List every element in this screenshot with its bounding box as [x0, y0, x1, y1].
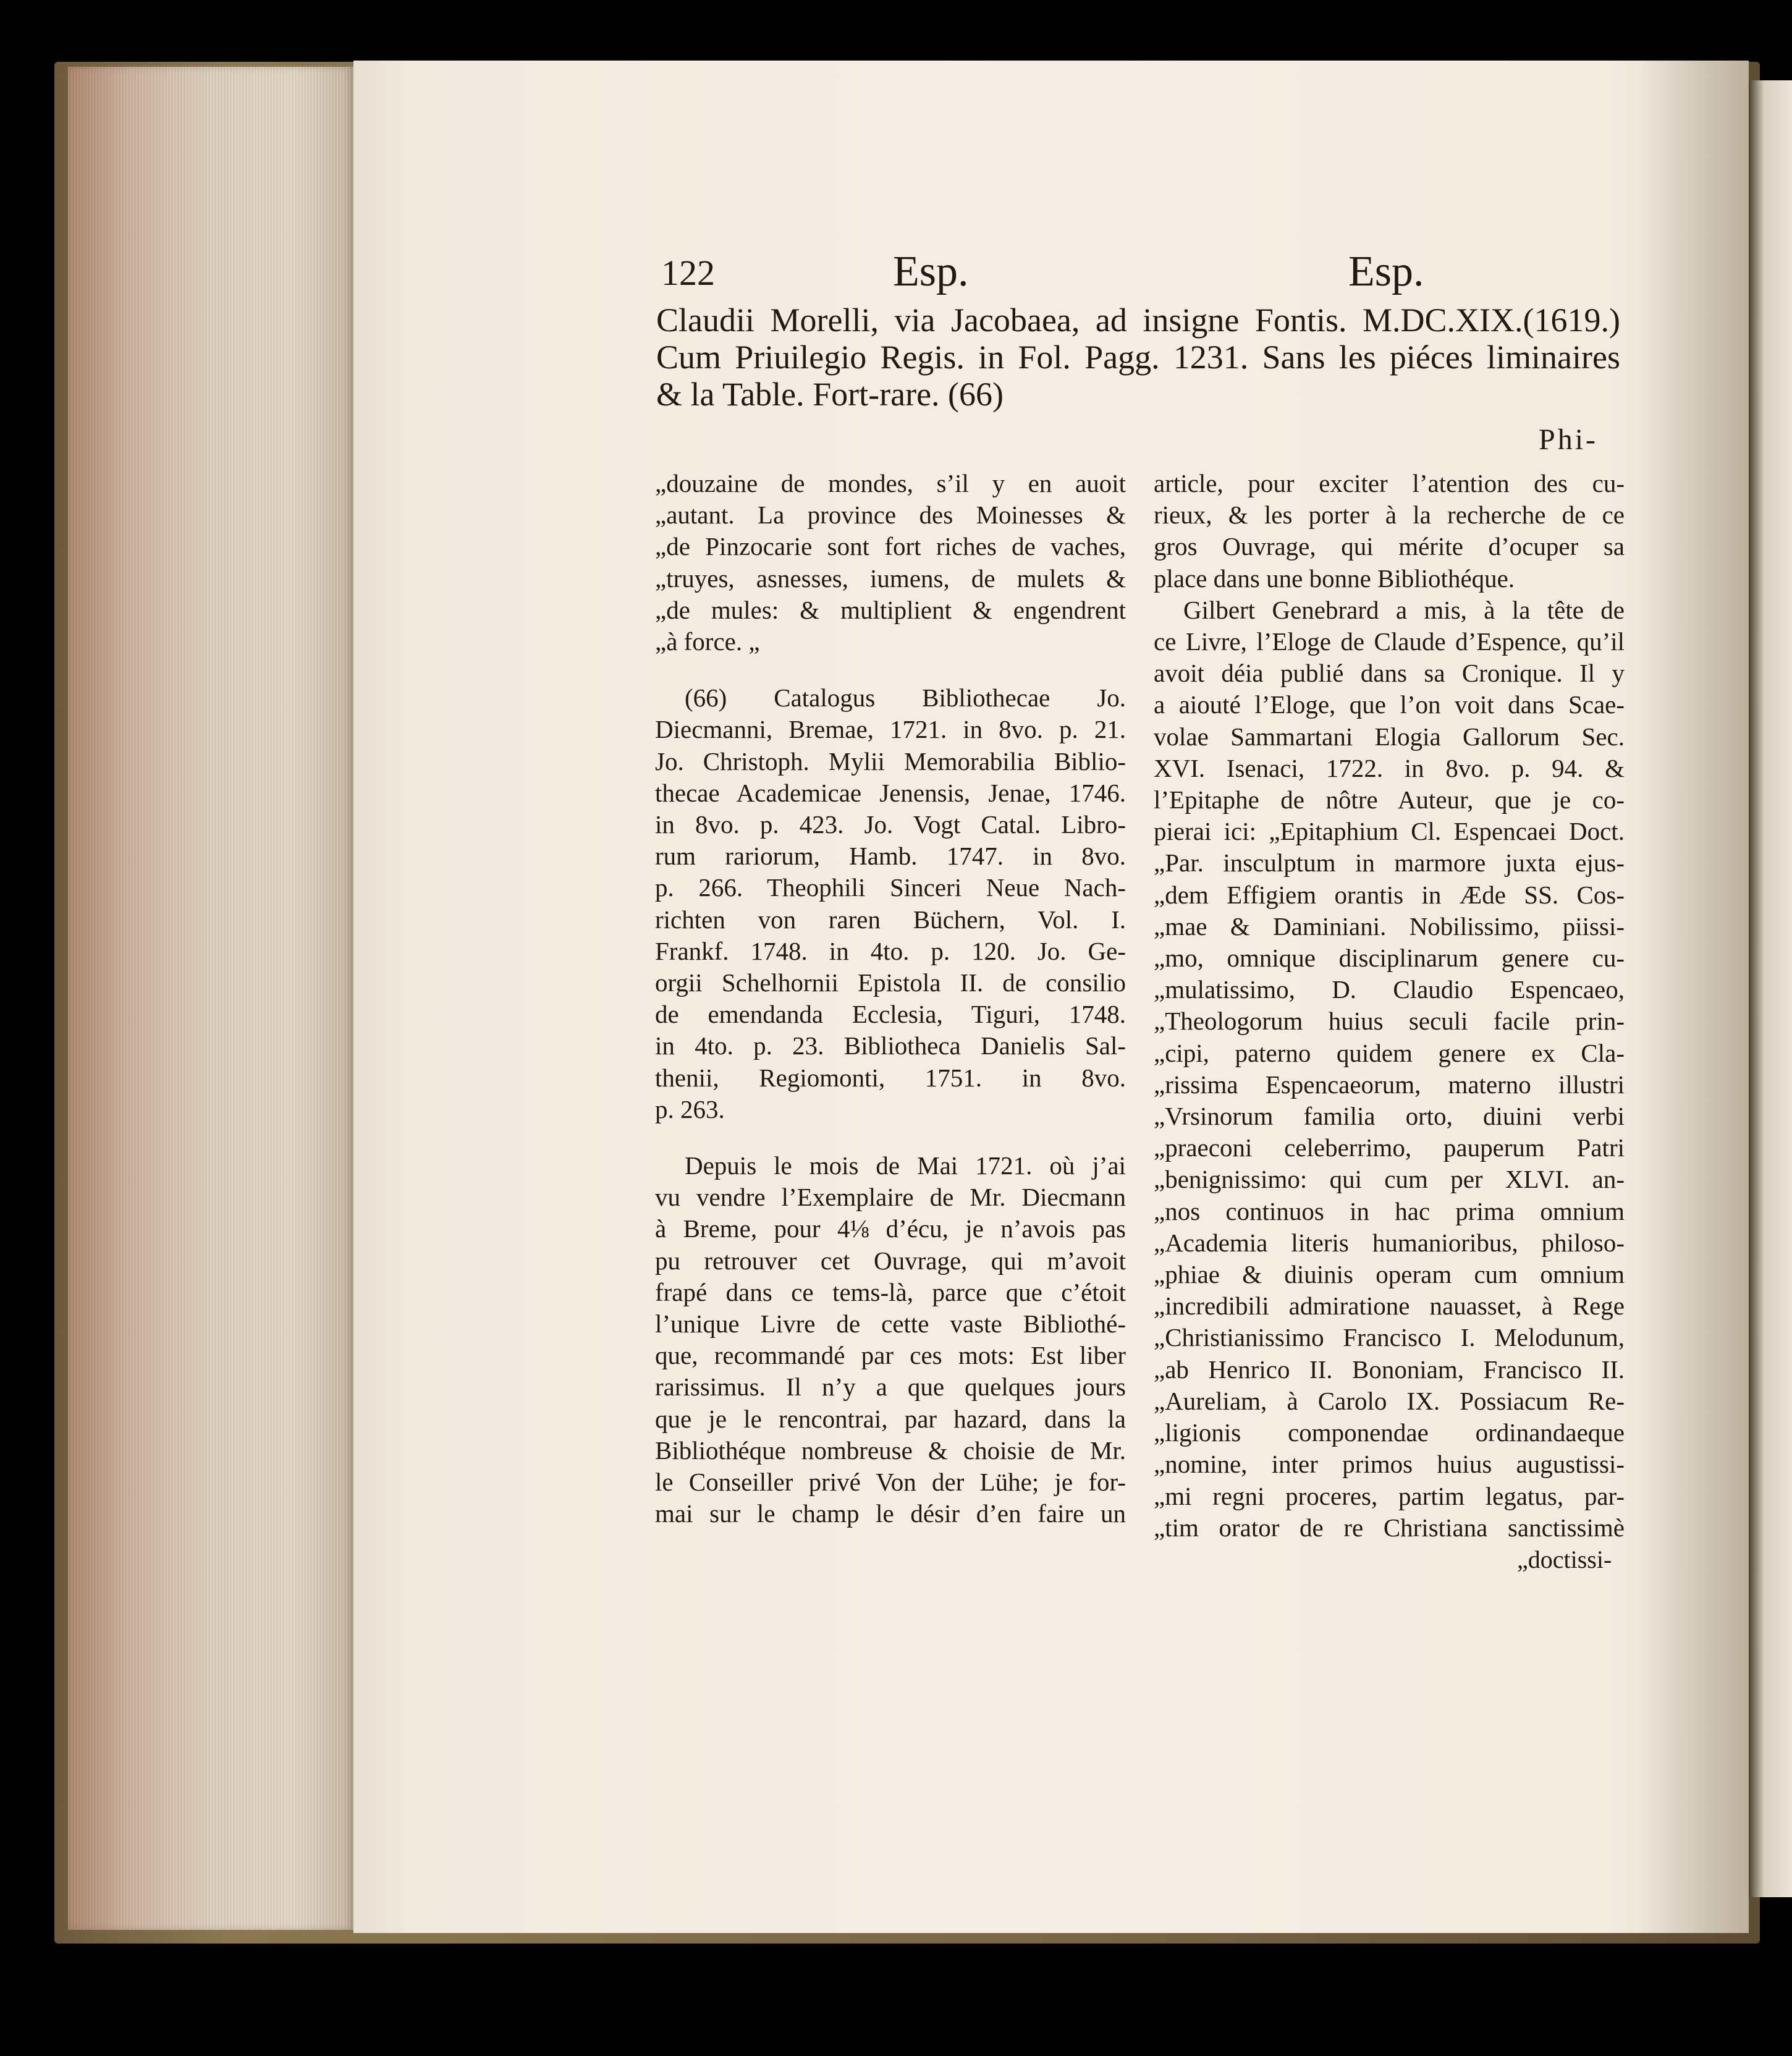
- text-line: „ab Henrico II. Bononiam, Francisco II.: [1154, 1355, 1625, 1384]
- text-line: Jo. Christoph. Mylii Memorabilia Biblio-: [655, 747, 1126, 776]
- running-head-left: Esp.: [893, 248, 969, 295]
- text-line: „benignissimo: qui cum per XLVI. an-: [1154, 1165, 1625, 1194]
- page-number: 122: [661, 253, 715, 293]
- text-line: rum rariorum, Hamb. 1747. in 8vo.: [655, 842, 1126, 871]
- text-line: thecae Academicae Jenensis, Jenae, 1746.: [655, 778, 1126, 807]
- text-line: mai sur le champ le désir d’en faire un: [655, 1499, 1126, 1528]
- text-line: (66) Catalogus Bibliothecae Jo.: [685, 683, 1126, 713]
- text-line: „de mules: & multiplient & engendrent: [655, 595, 1126, 624]
- text-line: „Aureliam, à Carolo IX. Possiacum Re-: [1154, 1386, 1625, 1415]
- text-line: „rissima Espencaeorum, materno illustri: [1154, 1070, 1625, 1099]
- text-line: l’unique Livre de cette vaste Bibliothé-: [655, 1309, 1126, 1339]
- text-line: in 4to. p. 23. Bibliotheca Danielis Sal-: [655, 1031, 1126, 1060]
- text-line: in 8vo. p. 423. Jo. Vogt Catal. Libro-: [655, 810, 1126, 839]
- text-line: p. 266. Theophili Sinceri Neue Nach-: [655, 873, 1126, 902]
- catchword-bottom: „doctissi-: [1517, 1546, 1612, 1573]
- text-line: p. 263.: [655, 1094, 725, 1123]
- text-line: rarissimus. Il n’y a que quelques jours: [655, 1373, 1126, 1402]
- text-line: „praeconi celeberrimo, pauperum Patri: [1154, 1133, 1625, 1162]
- text-line: Gilbert Genebrard a mis, à la tête de: [1183, 595, 1625, 624]
- text-line: „de Pinzocarie sont fort riches de vaches,: [655, 532, 1126, 561]
- text-line: „à force. „: [655, 627, 760, 656]
- text-line: „Par. insculptum in marmore juxta ejus-: [1154, 848, 1625, 878]
- text-line: „tim orator de re Christiana sanctissimè: [1154, 1513, 1625, 1542]
- text-line: „mo, omnique disciplinarum genere cu-: [1154, 944, 1625, 973]
- text-line: „douzaine de mondes, s’il y en auoit: [655, 469, 1126, 497]
- text-line: „mulatissimo, D. Claudio Espencaeo,: [1154, 975, 1625, 1004]
- text-line: orgii Schelhornii Epistola II. de consilio: [655, 968, 1126, 997]
- text-line: gros Ouvrage, qui mérite d’ocuper sa: [1154, 532, 1625, 561]
- text-line: que, recommandé par ces mots: Est liber: [655, 1341, 1126, 1370]
- text-line: „ligionis componendae ordinandaeque: [1154, 1418, 1625, 1447]
- text-line: a aiouté l’Eloge, que l’on voit dans Scae-: [1154, 690, 1625, 719]
- text-line: article, pour exciter l’atention des cu-: [1154, 469, 1625, 497]
- text-line: „nomine, inter primos huius augustissi-: [1154, 1450, 1625, 1479]
- text-line: „mi regni proceres, partim legatus, par-: [1154, 1481, 1625, 1510]
- text-line: Depuis le mois de Mai 1721. où j’ai: [685, 1151, 1126, 1180]
- top-line: & la Table. Fort-rare. (66): [656, 376, 1004, 413]
- text-line: „cipi, paterno quidem genere ex Cla-: [1154, 1038, 1625, 1067]
- text-line: pu retrouver cet Ouvrage, qui m’avoit: [655, 1246, 1126, 1275]
- running-head-right: Esp.: [1348, 248, 1424, 295]
- text-line: „dem Effigiem orantis in Æde SS. Cos-: [1154, 880, 1625, 909]
- paragraph-gap: [655, 658, 1126, 682]
- text-line: avoit déia publié dans sa Cronique. Il y: [1154, 659, 1625, 688]
- top-line: Claudii Morelli, via Jacobaea, ad insigne Fontis. M.DC.XIX.(1619.): [656, 302, 1620, 339]
- column-gutter: [1140, 470, 1141, 1557]
- left-column: [655, 468, 1126, 1530]
- facing-page-edge: [1749, 80, 1792, 1897]
- text-line: vu vendre l’Exemplaire de Mr. Diecmann: [655, 1183, 1126, 1212]
- text-line: le Conseiller privé Von der Lühe; je for-: [655, 1468, 1126, 1497]
- text-line: „Academia literis humanioribus, philoso-: [1154, 1228, 1625, 1257]
- gutter-shadow: [1638, 61, 1749, 1933]
- text-line: „autant. La province des Moinesses &: [655, 501, 1126, 530]
- text-line: „phiae & diuinis operam cum omnium: [1154, 1260, 1625, 1289]
- text-line: rieux, & les porter à la recherche de ce: [1154, 501, 1625, 530]
- top-block: [656, 302, 1620, 413]
- text-line: XVI. Isenaci, 1722. in 8vo. p. 94. &: [1154, 753, 1625, 782]
- text-line: place dans une bonne Bibliothéque.: [1154, 564, 1515, 593]
- text-line: de emendanda Ecclesia, Tiguri, 1748.: [655, 1000, 1126, 1029]
- text-line: volae Sammartani Elogia Gallorum Sec.: [1154, 722, 1625, 751]
- text-line: „truyes, asnesses, iumens, de mulets &: [655, 564, 1126, 593]
- text-line: pierai ici: „Epitaphium Cl. Espencaei Doct.: [1154, 817, 1625, 846]
- paragraph-gap: [655, 1125, 1126, 1150]
- text-line: l’Epitaphe de nôtre Auteur, que je co-: [1154, 785, 1625, 814]
- text-line: „nos continuos in hac prima omnium: [1154, 1196, 1625, 1225]
- text-line: à Breme, pour 4⅛ d’écu, je n’avois pas: [655, 1214, 1126, 1243]
- text-line: Diecmanni, Bremae, 1721. in 8vo. p. 21.: [655, 715, 1126, 744]
- text-line: richten von raren Büchern, Vol. I.: [655, 905, 1126, 934]
- page-edges-stain: [68, 67, 210, 1930]
- text-line: „incredibili admiratione nauasset, à Rege: [1154, 1292, 1625, 1321]
- text-line: thenii, Regiomonti, 1751. in 8vo.: [655, 1063, 1126, 1092]
- catchword-top: Phi-: [1539, 423, 1599, 456]
- text-line: ce Livre, l’Eloge de Claude d’Espence, qu’il: [1154, 627, 1625, 656]
- text-line: „Christianissimo Francisco I. Melodunum,: [1154, 1323, 1625, 1352]
- text-line: „Theologorum huius seculi facile prin-: [1154, 1007, 1625, 1036]
- right-column: [1154, 468, 1625, 1544]
- text-line: frapé dans ce tems-là, parce que c’étoit: [655, 1277, 1126, 1306]
- text-line: Frankf. 1748. in 4to. p. 120. Jo. Ge-: [655, 936, 1126, 965]
- text-line: Bibliothéque nombreuse & choisie de Mr.: [655, 1436, 1126, 1465]
- text-line: „Vrsinorum familia orto, diuini verbi: [1154, 1102, 1625, 1131]
- top-line: Cum Priuilegio Regis. in Fol. Pagg. 1231. Sans les piéces liminaires: [656, 339, 1620, 376]
- text-line: que je le rencontrai, par hazard, dans la: [655, 1404, 1126, 1433]
- text-line: „mae & Daminiani. Nobilissimo, piissi-: [1154, 912, 1625, 941]
